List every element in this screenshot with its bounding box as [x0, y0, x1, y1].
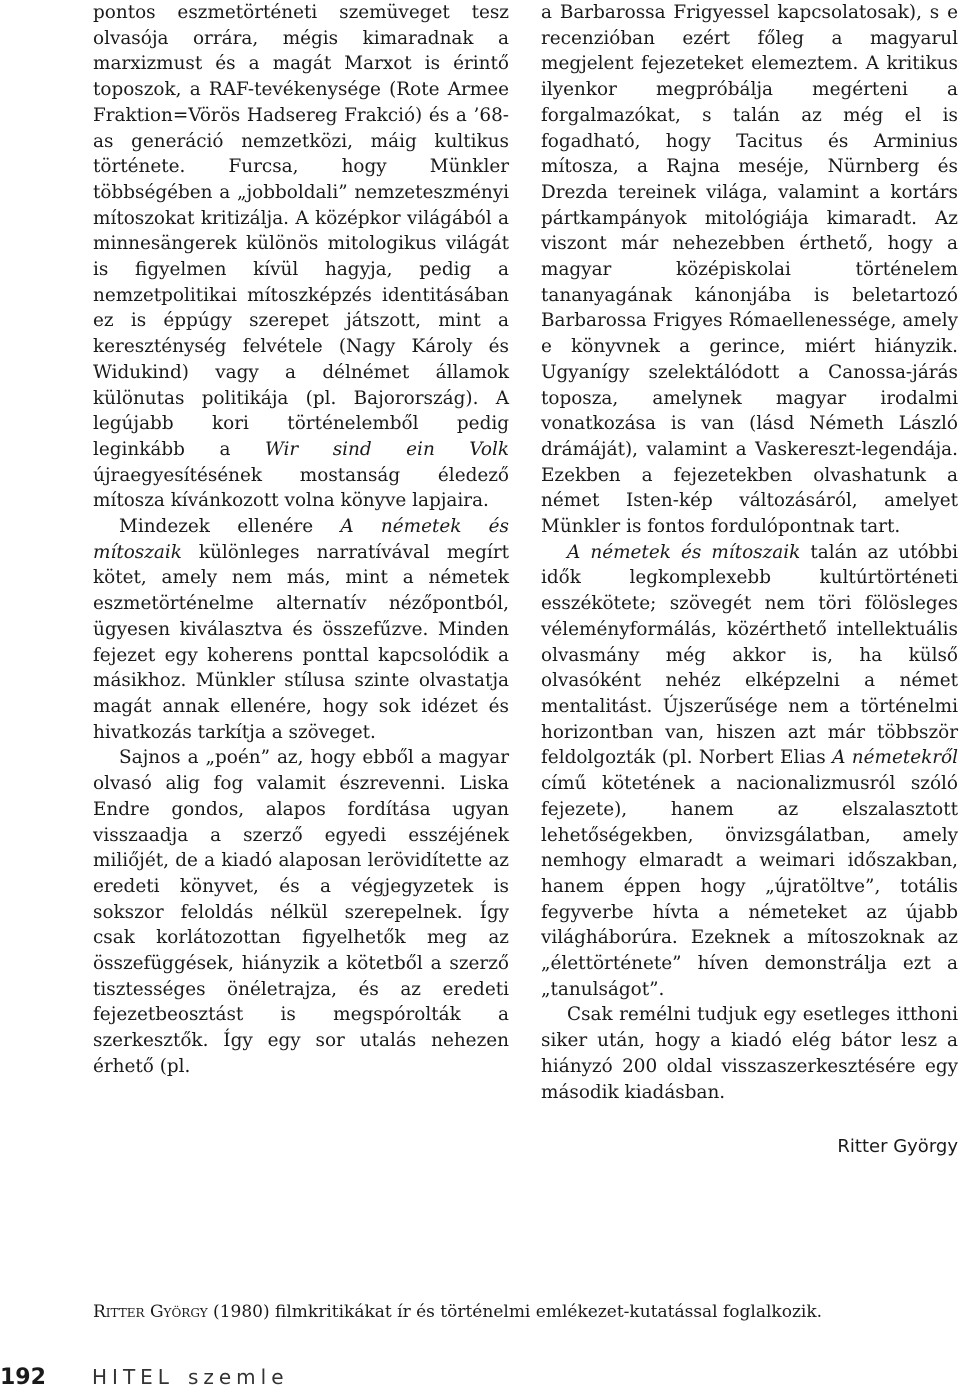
italic-title: A németek és mítoszaik [93, 516, 509, 563]
paragraph: Mindezek ellenére A németek és mítoszaik különleges narratívával megírt kötet, amely nem más, mint a németek eszmetörténelme alternatív nézőpontból, ügyesen kiválasztva és összefűzve. Minden fejezet egy koherens ponttal kapcsolódik a másikhoz. Münkler stílusa szinte olvastatja magát annak ellenére, hogy sok idézet és hivatkozás tarkítja a szöveget. [93, 516, 509, 743]
left-column [93, 0, 509, 1080]
paragraph: Sajnos a „poén” az, hogy ebből a magyar olvasó alig fog valamit észrevenni. Liska Endre gondos, alapos fordítása ugyan visszaadja a szerző egyedi esszéjének miliőjét, de a kiadó alaposan lerövidítette az eredeti könyvet, és a végjegyzetek is sokszor feloldás nélkül szerepelnek. Így csak korlátozottan figyelhetők meg az összefüggések, hiányzik a kötetből a szerző tisztességes önéletrajza, és az eredeti fejezetbeosztást is megspórolták a szerkesztők. Így egy sor utalás nehezen érhető (pl. [93, 747, 509, 1077]
paragraph: a Barbarossa Frigyessel kapcsolatosak), s e recenzióban ezért főleg a magyarul megjelent fejezeteket elemeztem. A kritikus ilyenkor megpróbálja megérteni a forgalmazókat, s talán az még el is fogadható, hogy Tacitus és Arminius mítosza, a Rajna meséje, Nürnberg és Drezda tereinek világa, valamint a kortárs pártkampányok mitológiája kimaradt. Az viszont már nehezebben érthető, hogy a magyar középiskolai történelem tananyagának kánonjába is beletartozó Barbarossa Frigyes Rómaellenessége, amely e könyvnek a gerince, miért hiányzik. Ugyanígy szelektálódott a Canossa-járás toposza, amelynek magyar irodalmi vonatkozása is van (lásd Németh László drámáját), valamint a Vaskereszt-legendája. Ezekben a fejezetekben olvashatunk a német Isten-kép változásáról, amelyet Münkler is fontos fordulópontnak tart. [541, 2, 958, 538]
paragraph: pontos eszmetörténeti szemüveget tesz olvasója orrára, mégis kimaradnak a marxizmust és a magát Marxot is érintő toposzok, a RAF-tevékenysége (Rote Armee Fraktion=Vörös Hadsereg Frakció) és a ’68-as generáció nemzetközi, máig kultikus története. Furcsa, hogy Münkler többségében a „jobboldali” nemzeteszményi mítoszokat kritizálja. A középkor világából a minnesängerek különös mitologikus világát is figyelmen kívül hagyja, pedig a nemzetpolitikai mítoszképzés identitásában ez is éppúgy szerepet játszott, mint a kereszténység felvétele (Nagy Károly és Widukind) vagy a délnémet államok különutas politikája (pl. Bajorország). A legújabb kori történelemből pedig leginkább a Wir sind ein Volk újraegyesítésének mostanság éledező mítosza kívánkozott volna könyve lapjaira. [93, 2, 509, 512]
paragraph: A németek és mítoszaik talán az utóbbi idők legkomplexebb kultúrtörténeti esszékötete; szövegét nem töri fölösleges véleményformálás, közérthető intellektuális olvasmány még akkor is, ha külső olvasóként nehéz elképzelni a német mentalitást. Újszerűsége nem a történelmi horizontban van, hiszen azt már többször feldolgozták (pl. Norbert Elias A németekről című kötetének a nacionalizmusról szóló fejezete), hanem az elszalasztott lehetőségekben, önvizsgálatban, amely nemhogy elmaradt a weimari időszakban, hanem éppen hogy „újratöltve”, totális fegyverbe hívta a németeket az újabb világháborúra. Ezeknek a mítoszoknak az „élettörténete” híven demonstrálja ezt a „tanulságot”. [541, 541, 958, 1000]
right-column [541, 0, 958, 1105]
journal-name: HITEL szemle [92, 1365, 289, 1389]
page-footer [0, 1364, 289, 1390]
signature: Ritter György [837, 1136, 958, 1157]
journal-section: szemle [187, 1365, 289, 1389]
author-name: Ritter György [93, 1302, 208, 1322]
paragraph: Csak remélni tudjuk egy esetleges itthoni siker után, hogy a kiadó elég bátor lesz a hiányzó 200 oldal visszaszerkesztésére egy második kiadásban. [541, 1004, 958, 1103]
italic-title: A németek és mítoszaik [567, 541, 801, 563]
italic-title: Wir sind ein Volk [264, 438, 509, 460]
page-number: 192 [0, 1364, 46, 1390]
author-note: Ritter György (1980) filmkritikákat ír és történelmi emlékezet-kutatással foglalkozik. [93, 1302, 823, 1322]
italic-title: A németekről [832, 747, 958, 769]
